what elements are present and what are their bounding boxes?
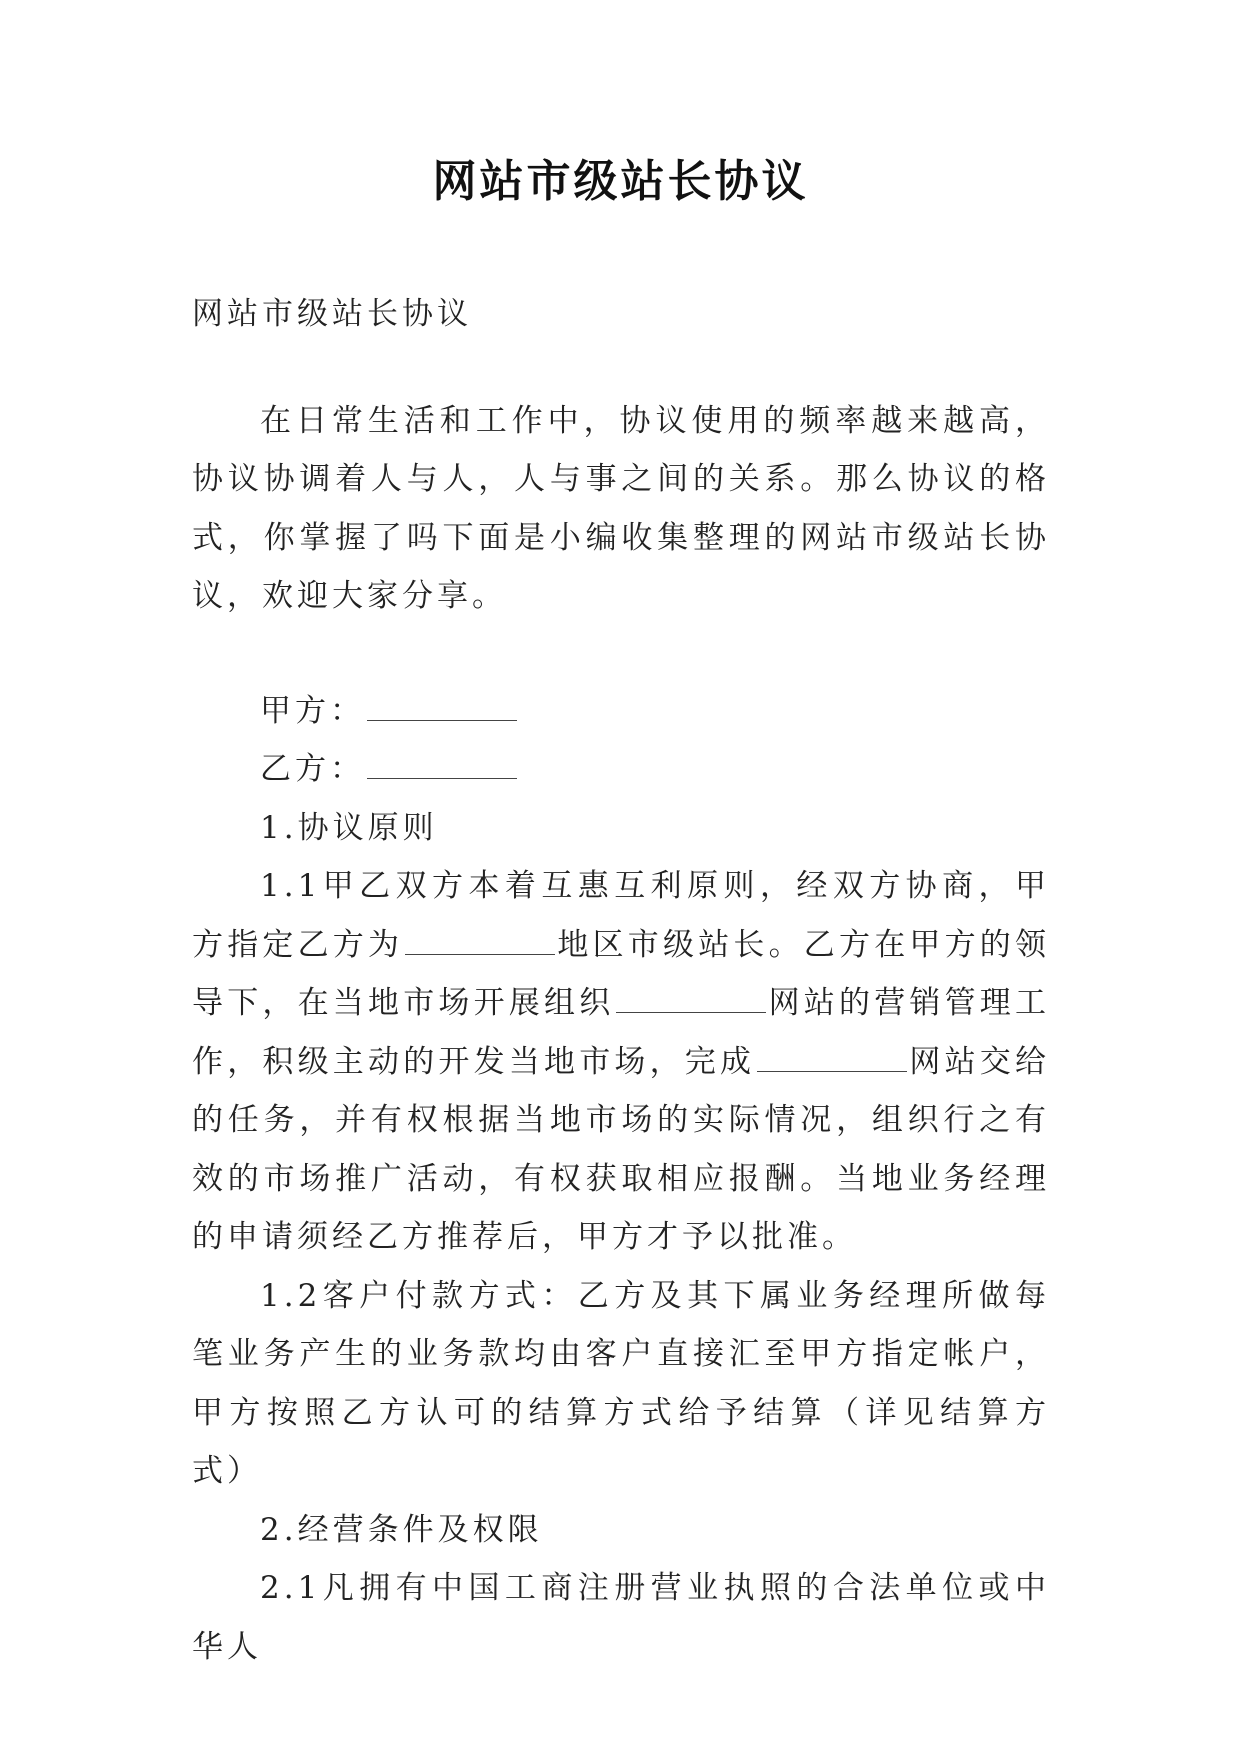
document-title: 网站市级站长协议 [432,156,809,207]
clause-1-1-part-b: 地区市级站长。乙方在甲方的领导下，在当地市场开展组织 [192,926,1051,1021]
clause-1-1-part-a: 1.1甲乙双方本着互惠互利原则，经双方协商，甲方指定乙方为 [192,868,1050,963]
party-b-blank [367,752,517,779]
party-b-label: 乙方： [260,751,365,787]
document-body [192,285,1050,1676]
clause-2-1: 2.1凡拥有中国工商注册营业执照的合法单位或中华人 [192,1570,1050,1665]
subtitle: 网站市级站长协议 [192,296,472,332]
clause-1-1-part-c: 网站的营销管理工作，积级主动的开发当地市场，完成 [192,985,1051,1080]
site-blank-2 [757,1045,907,1072]
party-a-blank [367,694,517,721]
party-a-line [192,682,1050,741]
region-blank [405,928,555,955]
party-b-line [192,740,1050,799]
site-blank-1 [616,986,766,1013]
clause-1-1 [192,857,1050,1267]
section-2-heading: 2.经营条件及权限 [260,1511,543,1548]
section-1-heading: 1.协议原则 [260,809,438,846]
party-a-label: 甲方： [260,692,365,729]
clause-1-1-part-d: 网站交给的任务，并有权根据当地市场的实际情况，组织行之有效的市场推广活动，有权获取相应报酬。当地业务经理的申请须经乙方推荐后，甲方才予以批准。 [192,1043,1051,1255]
clause-1-2: 1.2客户付款方式：乙方及其下属业务经理所做每笔业务产生的业务款均由客户直接汇至甲方指定帐户，甲方按照乙方认可的结算方式给予结算（详见结算方式） [192,1277,1050,1489]
intro-paragraph: 在日常生活和工作中，协议使用的频率越来越高，协议协调着人与人，人与事之间的关系。那么协议的格式，你掌握了吗下面是小编收集整理的网站市级站长协议，欢迎大家分享。 [192,402,1050,614]
